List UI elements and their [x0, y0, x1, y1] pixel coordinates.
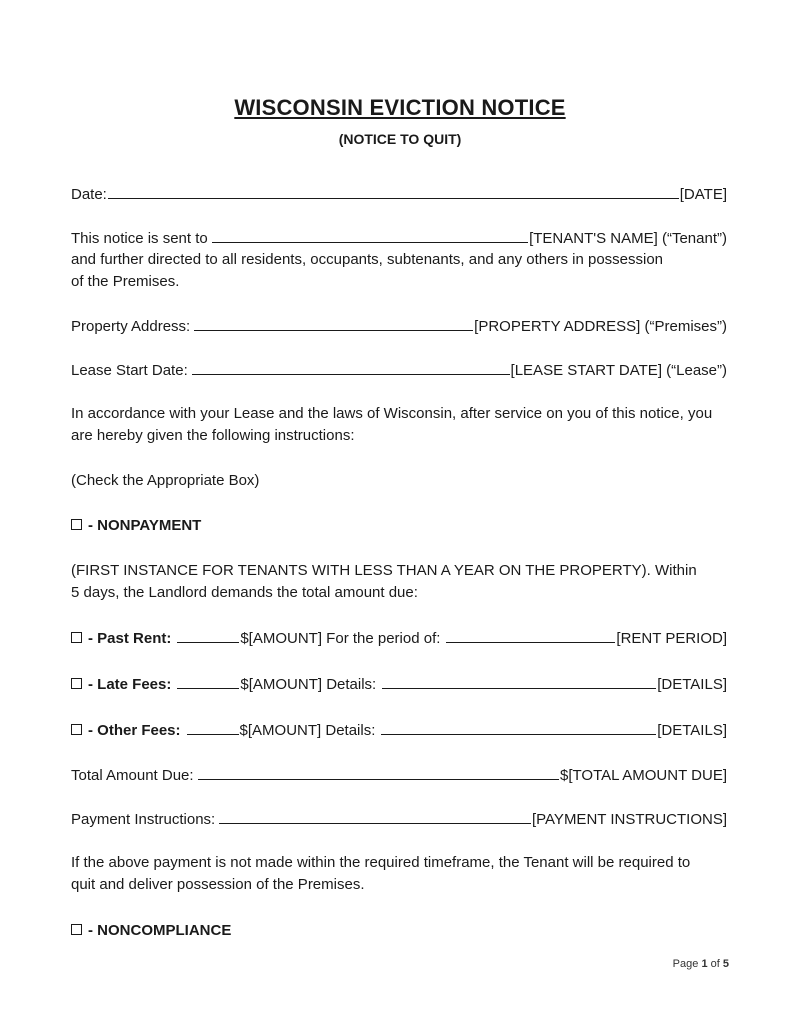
lease-line	[71, 359, 727, 382]
property-address-blank[interactable]	[194, 315, 473, 331]
page-footer	[673, 958, 729, 970]
payment-instructions-label: Payment Instructions:	[71, 811, 216, 828]
other-fees-amount: $[AMOUNT] Details:	[239, 722, 376, 739]
tenant-placeholder: [TENANT'S NAME] (“Tenant”)	[529, 230, 727, 247]
other-fees-label: - Other Fees:	[88, 722, 181, 739]
payment-instructions-line	[71, 808, 727, 831]
date-label: Date:	[71, 186, 107, 203]
lease-label: Lease Start Date:	[71, 362, 188, 379]
property-placeholder: [PROPERTY ADDRESS] (“Premises”)	[474, 318, 727, 335]
date-placeholder: [DATE]	[679, 186, 727, 203]
late-fees-amount: $[AMOUNT] Details:	[240, 676, 377, 693]
total-due-placeholder: $[TOTAL AMOUNT DUE]	[560, 767, 727, 784]
property-label: Property Address:	[71, 318, 191, 335]
page-total: 5	[722, 958, 729, 970]
nonpayment-checkbox[interactable]	[71, 519, 82, 530]
other-fees-checkbox[interactable]	[71, 724, 82, 735]
other-fees-line	[71, 719, 727, 742]
tenant-line	[71, 227, 727, 250]
nonpayment-warning: If the above payment is not made within the required timeframe, the Tenant will be required to quit and deliver possession of the Premises.	[71, 854, 691, 893]
late-fees-label: - Late Fees:	[88, 676, 172, 693]
rent-period-blank[interactable]	[446, 627, 615, 643]
nonpayment-heading-row	[71, 515, 731, 537]
past-rent-label: - Past Rent:	[88, 630, 172, 647]
check-box-instruction: (Check the Appropriate Box)	[71, 472, 260, 489]
property-line	[71, 315, 727, 338]
other-fees-details: [DETAILS]	[657, 722, 727, 739]
nonpayment-description: (FIRST INSTANCE FOR TENANTS WITH LESS THAN A YEAR ON THE PROPERTY). Within 5 days, the Landlord demands the total amount due:	[71, 562, 697, 601]
sent-to-continuation: and further directed to all residents, occupants, subtenants, and any others in possession of the Premises.	[71, 251, 664, 290]
lease-placeholder: [LEASE START DATE] (“Lease”)	[510, 362, 727, 379]
nonpayment-heading: - NONPAYMENT	[88, 517, 202, 534]
past-rent-checkbox[interactable]	[71, 632, 82, 643]
lease-start-blank[interactable]	[192, 359, 510, 375]
noncompliance-heading-row	[71, 920, 731, 942]
total-due-line	[71, 764, 727, 787]
late-fees-details: [DETAILS]	[657, 676, 727, 693]
late-fees-details-blank[interactable]	[382, 673, 656, 689]
payment-instructions-placeholder: [PAYMENT INSTRUCTIONS]	[531, 811, 727, 828]
late-fees-checkbox[interactable]	[71, 678, 82, 689]
date-blank[interactable]	[108, 183, 679, 199]
rent-period-placeholder: [RENT PERIOD]	[616, 630, 727, 647]
late-fees-line	[71, 673, 727, 696]
page-label: Page	[672, 958, 699, 970]
past-rent-line	[71, 627, 727, 650]
tenant-name-blank[interactable]	[212, 227, 528, 243]
noncompliance-checkbox[interactable]	[71, 924, 82, 935]
page-of: of	[710, 958, 720, 970]
date-line	[71, 183, 727, 206]
total-due-label: Total Amount Due:	[71, 767, 194, 784]
accordance-paragraph: In accordance with your Lease and the laws of Wisconsin, after service on you of this notice, you are hereby given the following instructions:	[71, 405, 713, 444]
total-due-blank[interactable]	[198, 764, 559, 780]
noncompliance-heading: - NONCOMPLIANCE	[88, 922, 232, 939]
other-fees-details-blank[interactable]	[381, 719, 656, 735]
late-fees-amount-blank[interactable]	[177, 673, 239, 689]
past-rent-amount-blank[interactable]	[177, 627, 239, 643]
document-title: WISCONSIN EVICTION NOTICE	[234, 95, 566, 120]
page-current: 1	[701, 958, 708, 970]
document-subtitle: (NOTICE TO QUIT)	[338, 131, 462, 147]
sent-to-prefix: This notice is sent to	[71, 230, 208, 247]
other-fees-amount-blank[interactable]	[187, 719, 239, 735]
past-rent-amount: $[AMOUNT] For the period of:	[240, 630, 441, 647]
payment-instructions-blank[interactable]	[219, 808, 531, 824]
